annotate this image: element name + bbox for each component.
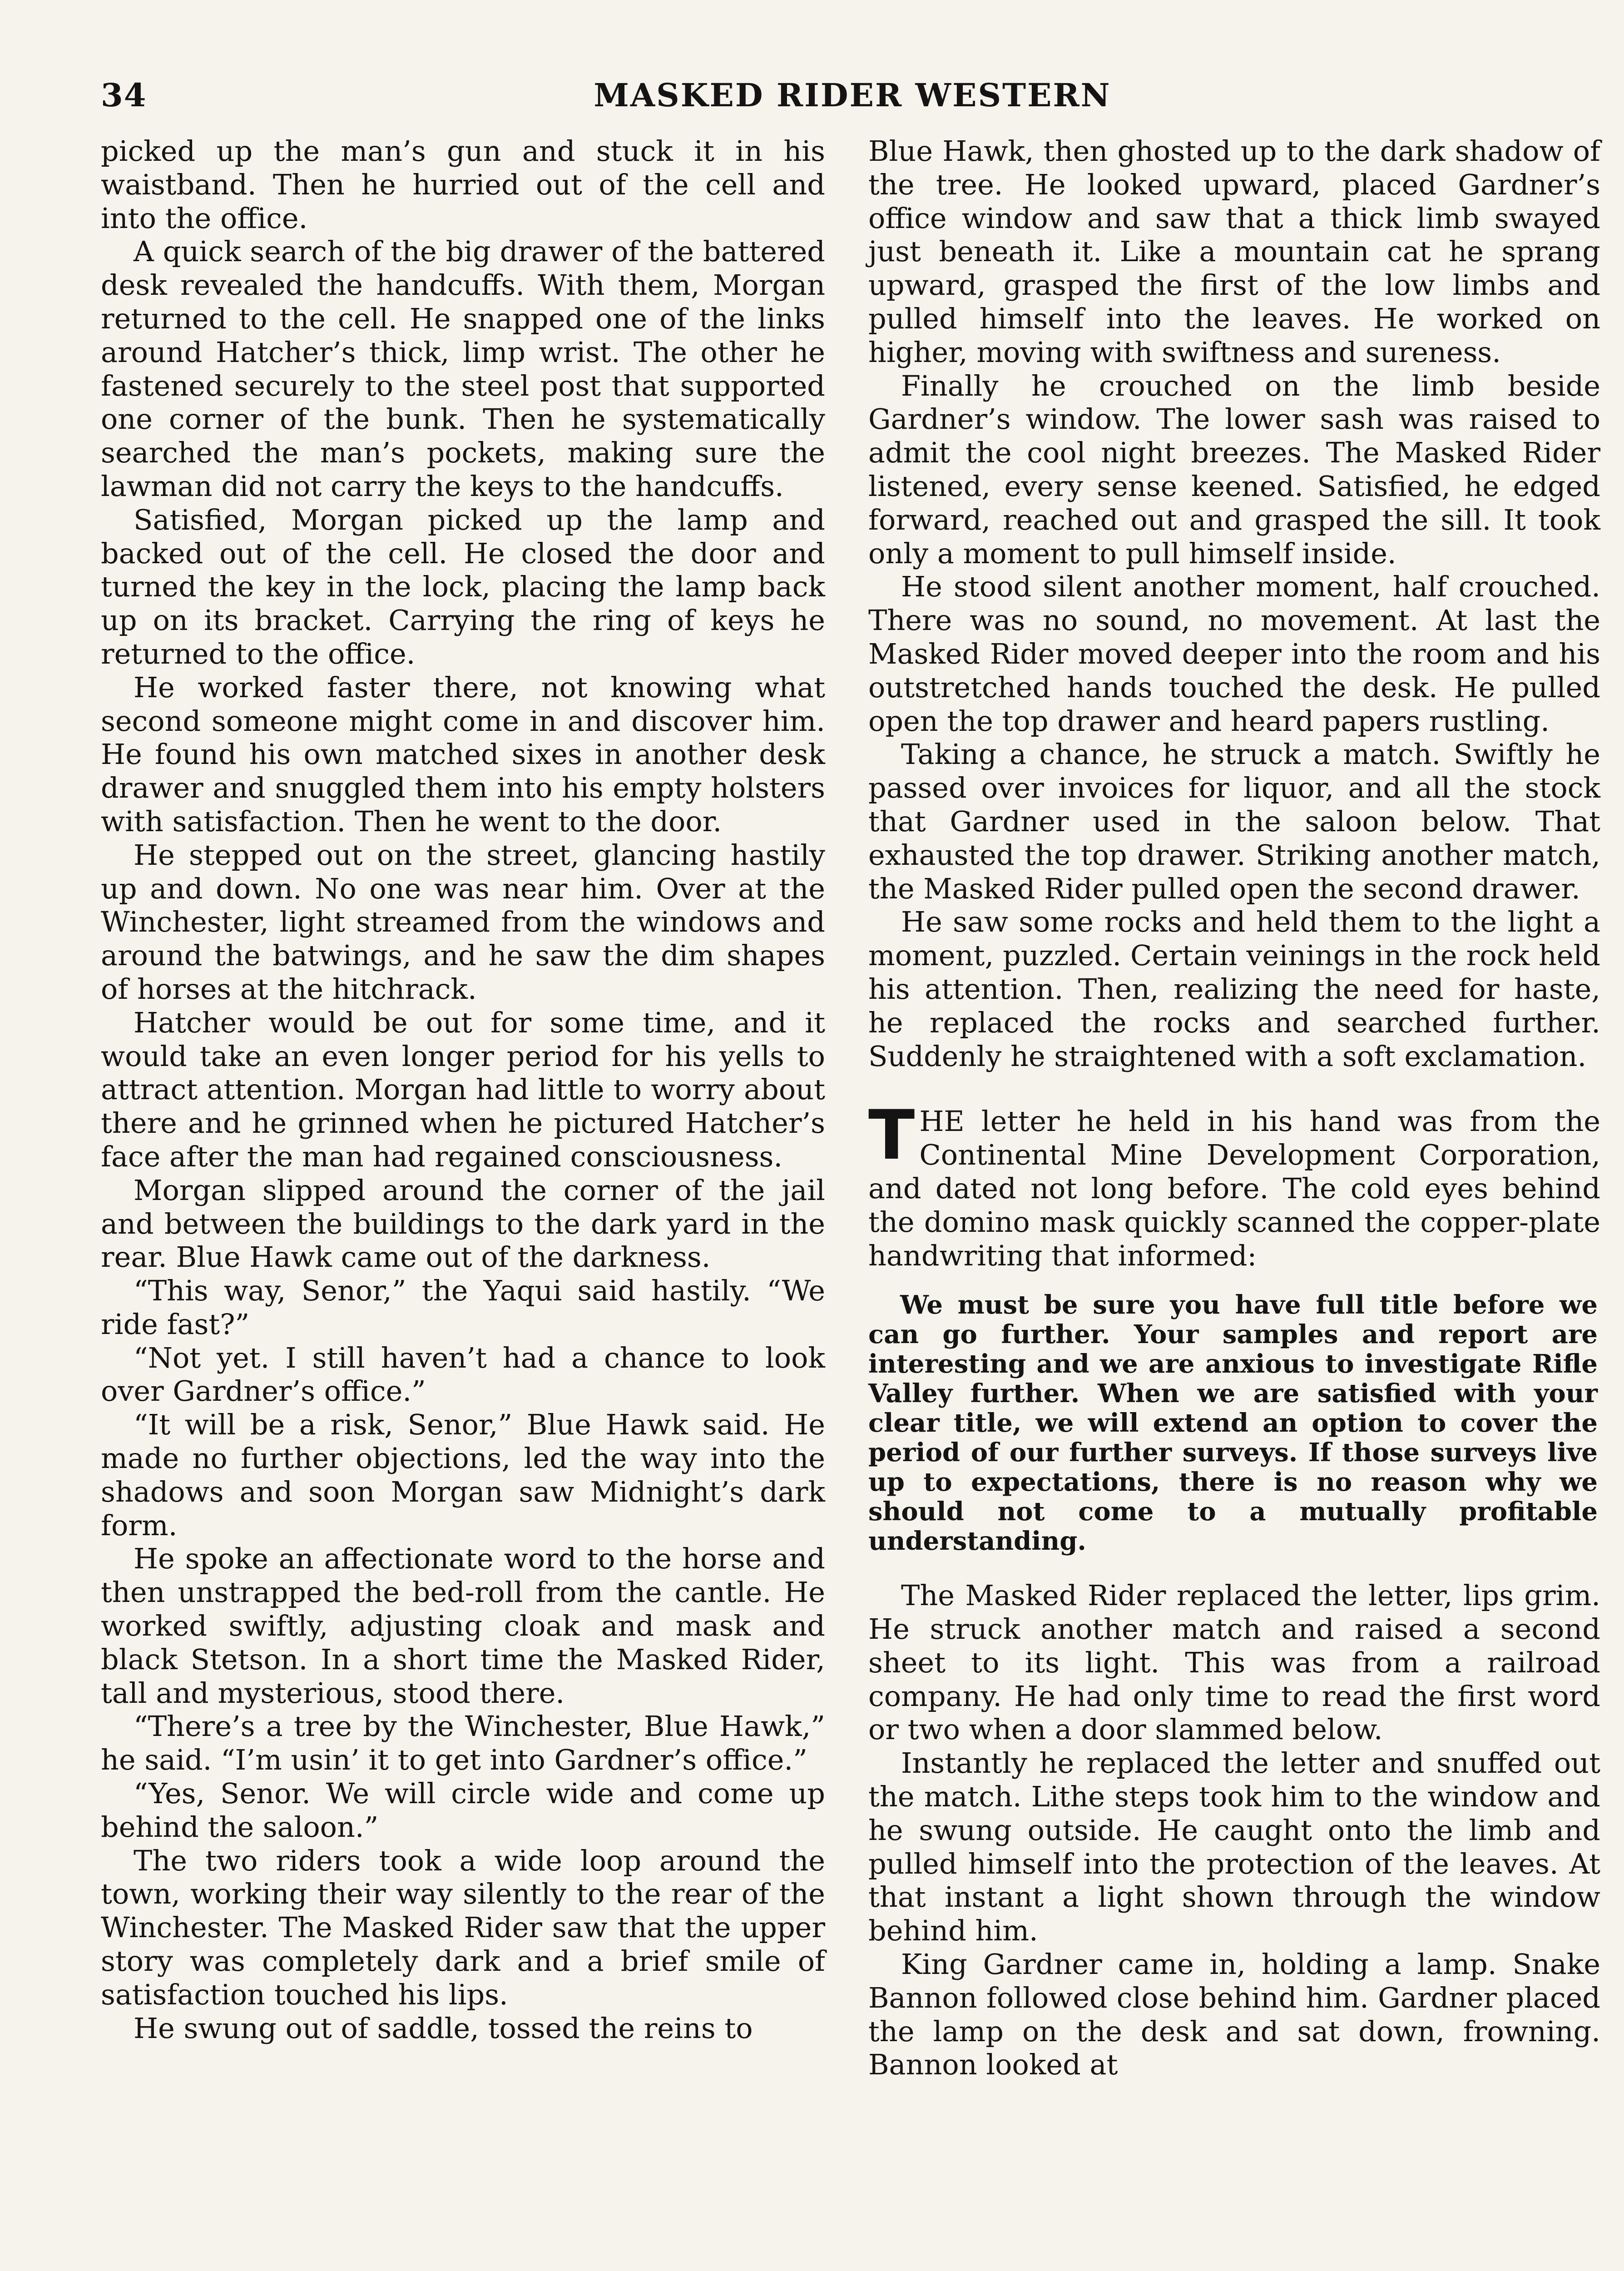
paragraph: Finally he crouched on the limb beside Gardner’s window. The lower sash was raised to admit the cool night breezes. The Masked Rider listened, every sense keened. Satisfied, he edged forward, reached out and grasped the sill. It took only a moment to pull himself inside. <box>868 369 1600 570</box>
paragraph: “Yes, Senor. We will circle wide and come up behind the saloon.” <box>101 1777 825 1844</box>
dropcap-paragraph-text: HE letter he held in his hand was from the Continental Mine Development Corporation, and dated not long before. The cold eyes behind the domino mask quickly scanned the copper-plate handwriting that informed: <box>868 1105 1600 1272</box>
running-title: MASKED RIDER WESTERN <box>594 76 1111 114</box>
paragraph: Satisfied, Morgan picked up the lamp and backed out of the cell. He closed the door and turned the key in the lock, placing the lamp back up on its bracket. Carrying the ring of keys he returned to the office. <box>101 503 825 670</box>
paragraph: He stepped out on the street, glancing hastily up and down. No one was near him. Over at the Winchester, light streamed from the windows and around the batwings, and he saw the dim shapes of horses at the hitchrack. <box>101 838 825 1006</box>
dropcap-paragraph <box>868 1096 1600 1272</box>
paragraph: He spoke an affectionate word to the horse and then unstrapped the bed-roll from the cantle. He worked swiftly, adjusting cloak and mask and black Stetson. In a short time the Masked Rider, tall and mysterious, stood there. <box>101 1542 825 1710</box>
paragraph: King Gardner came in, holding a lamp. Snake Bannon followed close behind him. Gardner placed the lamp on the desk and sat down, frowning. Bannon looked at <box>868 1948 1600 2082</box>
paragraph: picked up the man’s gun and stuck it in his waistband. Then he hurried out of the cell and into the office. <box>101 134 825 235</box>
paragraph: Morgan slipped around the corner of the jail and between the buildings to the dark yard in the rear. Blue Hawk came out of the darkness. <box>101 1173 825 1274</box>
quoted-letter <box>868 1290 1600 1556</box>
paragraph: Hatcher would be out for some time, and it would take an even longer period for his yells to attract attention. Morgan had little to worry about there and he grinned when he pictured Hatcher’s face after the man had regained consciousness. <box>101 1006 825 1173</box>
paragraph: “There’s a tree by the Winchester, Blue Hawk,” he said. “I’m usin’ it to get into Gardner’s office.” <box>101 1710 825 1777</box>
paragraph: The Masked Rider replaced the letter, lips grim. He struck another match and raised a second sheet to its light. This was from a railroad company. He had only time to read the first word or two when a door slammed below. <box>868 1579 1600 1746</box>
letter-text: We must be sure you have full title before we can go further. Your samples and report are interesting and we are anxious to investigate Rifle Valley further. When we are satisfied with your clear title, we will extend an option to cover the period of our further surveys. If those surveys live up to expectations, there is no reason why we should not come to a mutually profitable understanding. <box>868 1290 1598 1557</box>
paragraph: Instantly he replaced the letter and snuffed out the match. Lithe steps took him to the window and he swung outside. He caught onto the limb and pulled himself into the protection of the leaves. At that instant a light shown through the window behind him. <box>868 1746 1600 1948</box>
right-column <box>868 134 1600 2082</box>
left-column <box>101 134 825 2045</box>
paragraph: A quick search of the big drawer of the battered desk revealed the handcuffs. With them, Morgan returned to the cell. He snapped one of the links around Hatcher’s thick, limp wrist. The other he fastened securely to the steel post that supported one corner of the bunk. Then he systematically searched the man’s pockets, making sure the lawman did not carry the keys to the handcuffs. <box>101 235 825 503</box>
section-break <box>868 1073 1600 1105</box>
paragraph: “Not yet. I still haven’t had a chance to look over Gardner’s office.” <box>101 1341 825 1408</box>
paragraph: Taking a chance, he struck a match. Swiftly he passed over invoices for liquor, and all the stock that Gardner used in the saloon below. That exhausted the top drawer. Striking another match, the Masked Rider pulled open the second drawer. <box>868 738 1600 905</box>
page-header <box>101 76 1604 126</box>
paragraph: He swung out of saddle, tossed the reins to <box>134 2011 753 2045</box>
paragraph: He worked faster there, not knowing what second someone might come in and discover him. He found his own matched sixes in another desk drawer and snuggled them into his empty holsters with satisfaction. Then he went to the door. <box>101 670 825 838</box>
paragraph: “This way, Senor,” the Yaqui said hastily. “We ride fast?” <box>101 1274 825 1341</box>
drop-cap: T <box>868 1096 915 1175</box>
paragraph: The two riders took a wide loop around the town, working their way silently to the rear of the Winchester. The Masked Rider saw that the upper story was completely dark and a brief smile of satisfaction touched his lips. <box>101 1844 825 2011</box>
paragraph: Blue Hawk, then ghosted up to the dark shadow of the tree. He looked upward, placed Gardner’s office window and saw that a thick limb swayed just beneath it. Like a mountain cat he sprang upward, grasped the first of the low limbs and pulled himself into the leaves. He worked on higher, moving with swiftness and sureness. <box>868 134 1600 369</box>
page-number: 34 <box>101 76 147 114</box>
paragraph: “It will be a risk, Senor,” Blue Hawk said. He made no further objections, led the way into the shadows and soon Morgan saw Midnight’s dark form. <box>101 1408 825 1542</box>
paragraph: He saw some rocks and held them to the light a moment, puzzled. Certain veinings in the rock held his attention. Then, realizing the need for haste, he replaced the rocks and searched further. Suddenly he straightened with a soft exclamation. <box>868 905 1600 1073</box>
paragraph: He stood silent another moment, half crouched. There was no sound, no movement. At last the Masked Rider moved deeper into the room and his outstretched hands touched the desk. He pulled open the top drawer and heard papers rustling. <box>868 570 1600 738</box>
